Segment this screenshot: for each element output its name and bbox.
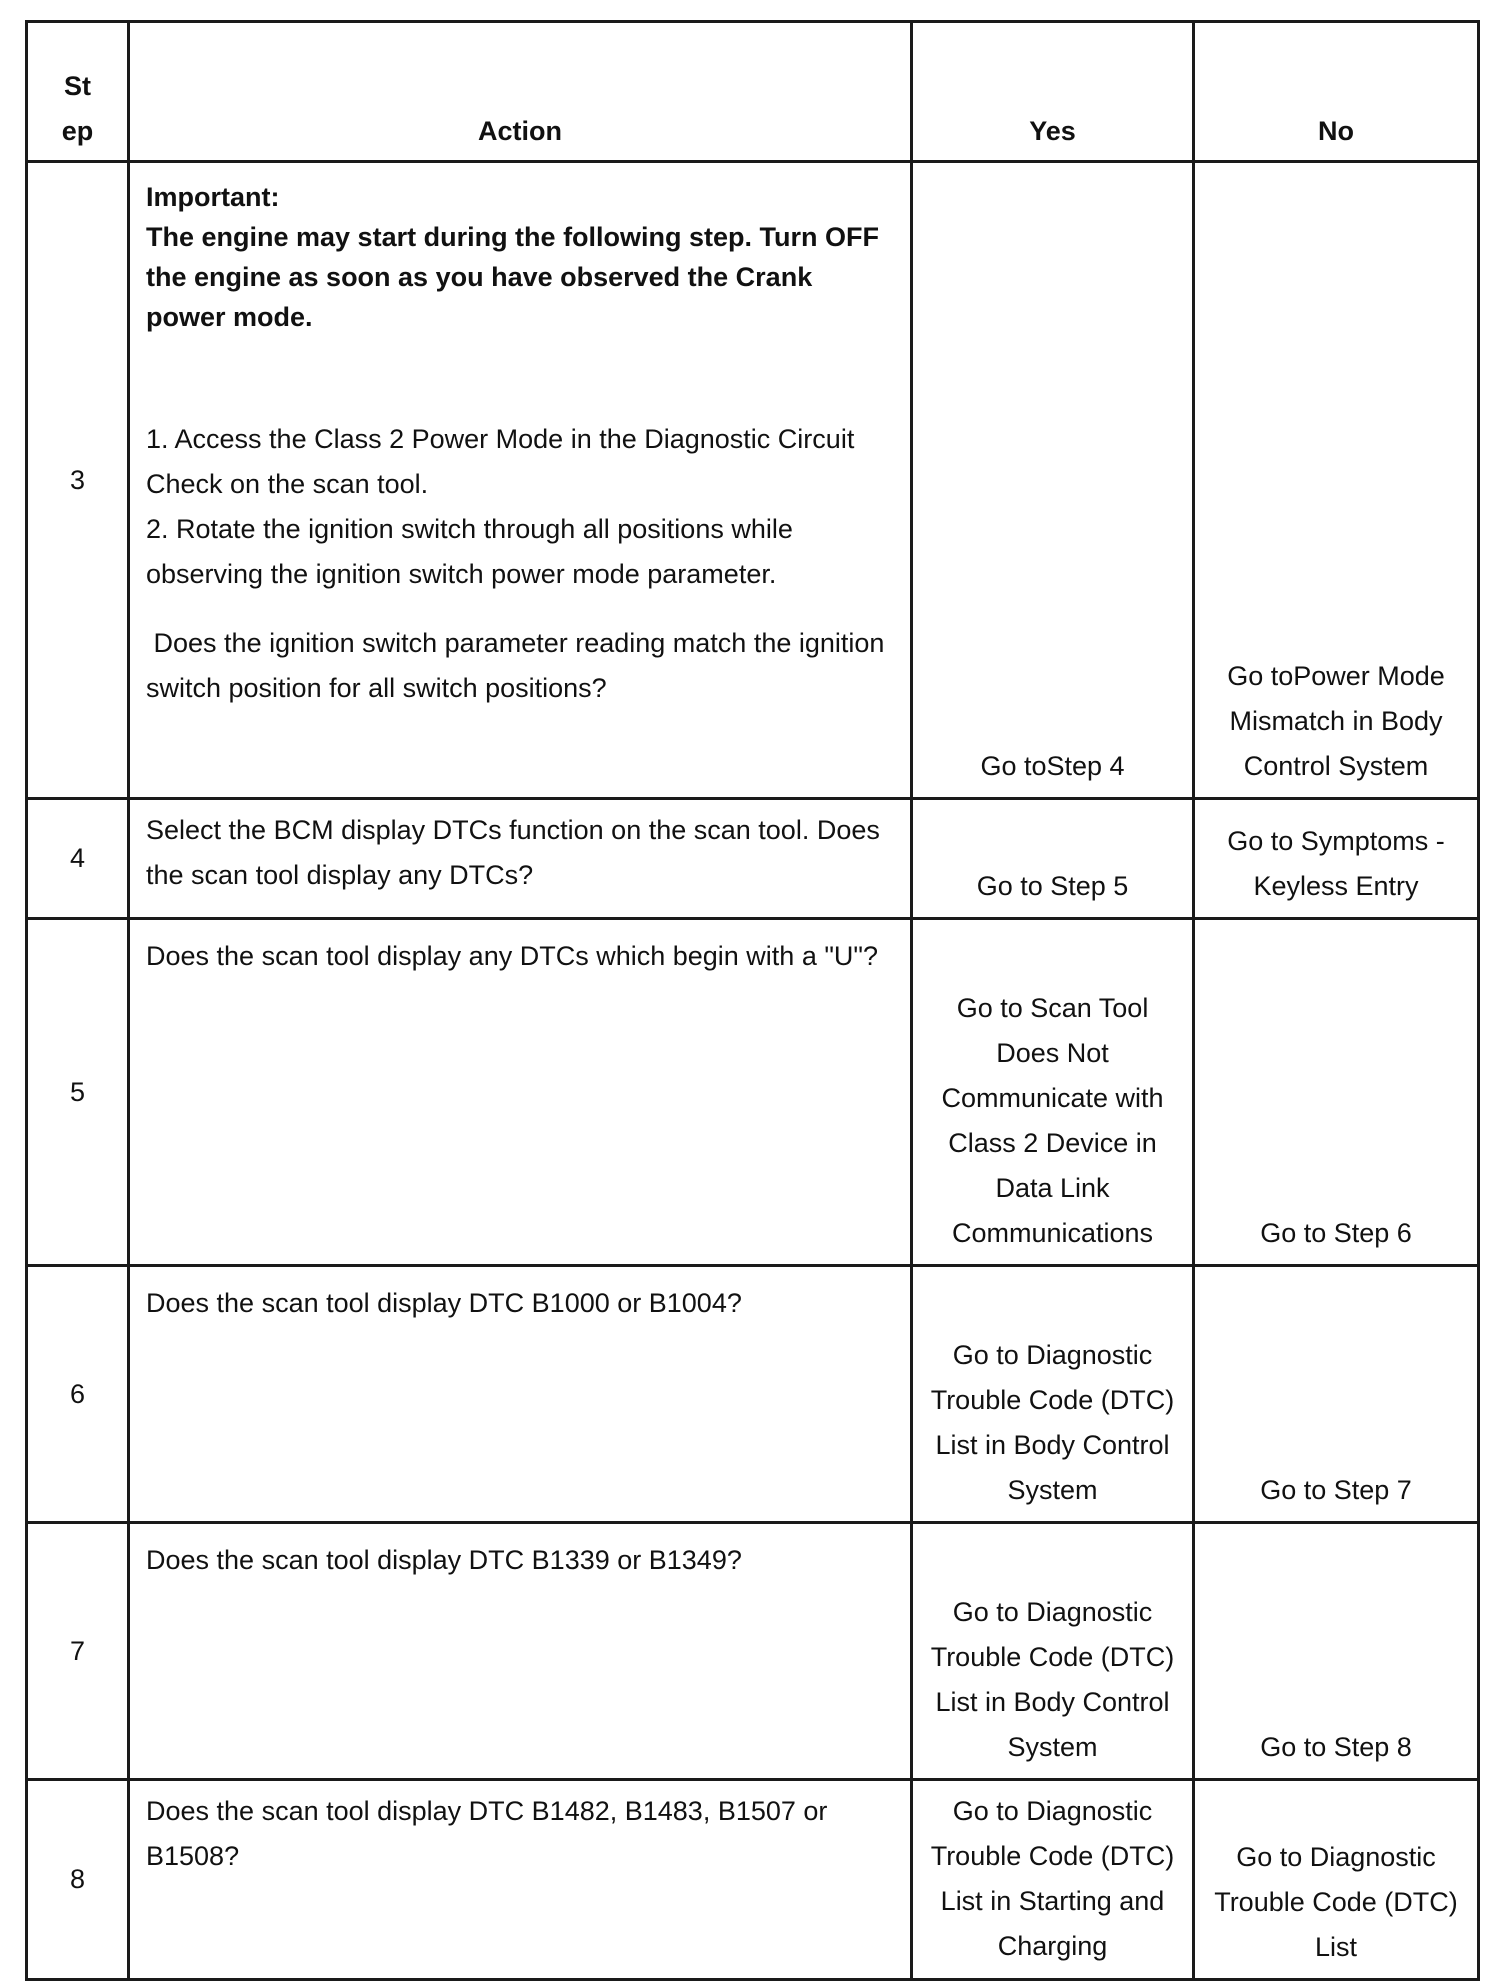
column-header-step-line2: ep	[61, 116, 94, 146]
no-result: Go toPower Mode Mismatch in Body Control System	[1194, 162, 1479, 799]
yes-result: Go to Diagnostic Trouble Code (DTC) List in Body Control System	[912, 1266, 1194, 1523]
action-step-1: 1. Access the Class 2 Power Mode in the Diagnostic Circuit Check on the scan tool.	[146, 424, 855, 499]
table-header-row	[27, 22, 1479, 162]
diagnostic-steps-table	[25, 20, 1480, 1981]
table-row	[27, 919, 1479, 1266]
action-text: Does the scan tool display DTC B1000 or B1004?	[129, 1266, 912, 1523]
yes-result: Go to Step 5	[912, 799, 1194, 919]
action-text: Does the scan tool display DTC B1482, B1483, B1507 or B1508?	[129, 1780, 912, 1980]
column-header-no: No	[1194, 22, 1479, 162]
no-result: Go to Step 7	[1194, 1266, 1479, 1523]
column-header-action: Action	[129, 22, 912, 162]
column-header-step	[27, 22, 129, 162]
table-row	[27, 1780, 1479, 1980]
action-step-2: 2. Rotate the ignition switch through all positions while observing the ignition switch power mode parameter.	[146, 514, 793, 589]
step-number: 8	[27, 1780, 129, 1980]
table-row	[27, 799, 1479, 919]
step-number: 4	[27, 799, 129, 919]
table-row	[27, 1523, 1479, 1780]
no-result: Go to Diagnostic Trouble Code (DTC) List	[1194, 1780, 1479, 1980]
table-row	[27, 1266, 1479, 1523]
action-cell	[129, 162, 912, 799]
yes-result: Go to Diagnostic Trouble Code (DTC) List in Starting and Charging	[912, 1780, 1194, 1980]
table-row	[27, 162, 1479, 799]
step-number: 6	[27, 1266, 129, 1523]
column-header-yes: Yes	[912, 22, 1194, 162]
step-number: 7	[27, 1523, 129, 1780]
no-result: Go to Symptoms - Keyless Entry	[1194, 799, 1479, 919]
no-result: Go to Step 6	[1194, 919, 1479, 1266]
action-text: Does the scan tool display DTC B1339 or B1349?	[129, 1523, 912, 1780]
no-result: Go to Step 8	[1194, 1523, 1479, 1780]
column-header-step-line1: St	[64, 71, 91, 101]
yes-result: Go toStep 4	[912, 162, 1194, 799]
important-text: The engine may start during the following step. Turn OFF the engine as soon as you have observed the Crank power mode.	[146, 222, 880, 332]
step-number: 5	[27, 919, 129, 1266]
important-label: Important:	[146, 182, 280, 212]
yes-result: Go to Diagnostic Trouble Code (DTC) List in Body Control System	[912, 1523, 1194, 1780]
action-question: Does the ignition switch parameter reading match the ignition switch position for all switch positions?	[146, 628, 892, 703]
step-number: 3	[27, 162, 129, 799]
action-text: Does the scan tool display any DTCs which begin with a "U"?	[129, 919, 912, 1266]
yes-result: Go to Scan Tool Does Not Communicate with Class 2 Device in Data Link Communications	[912, 919, 1194, 1266]
action-text: Select the BCM display DTCs function on the scan tool. Does the scan tool display any DTCs?	[129, 799, 912, 919]
